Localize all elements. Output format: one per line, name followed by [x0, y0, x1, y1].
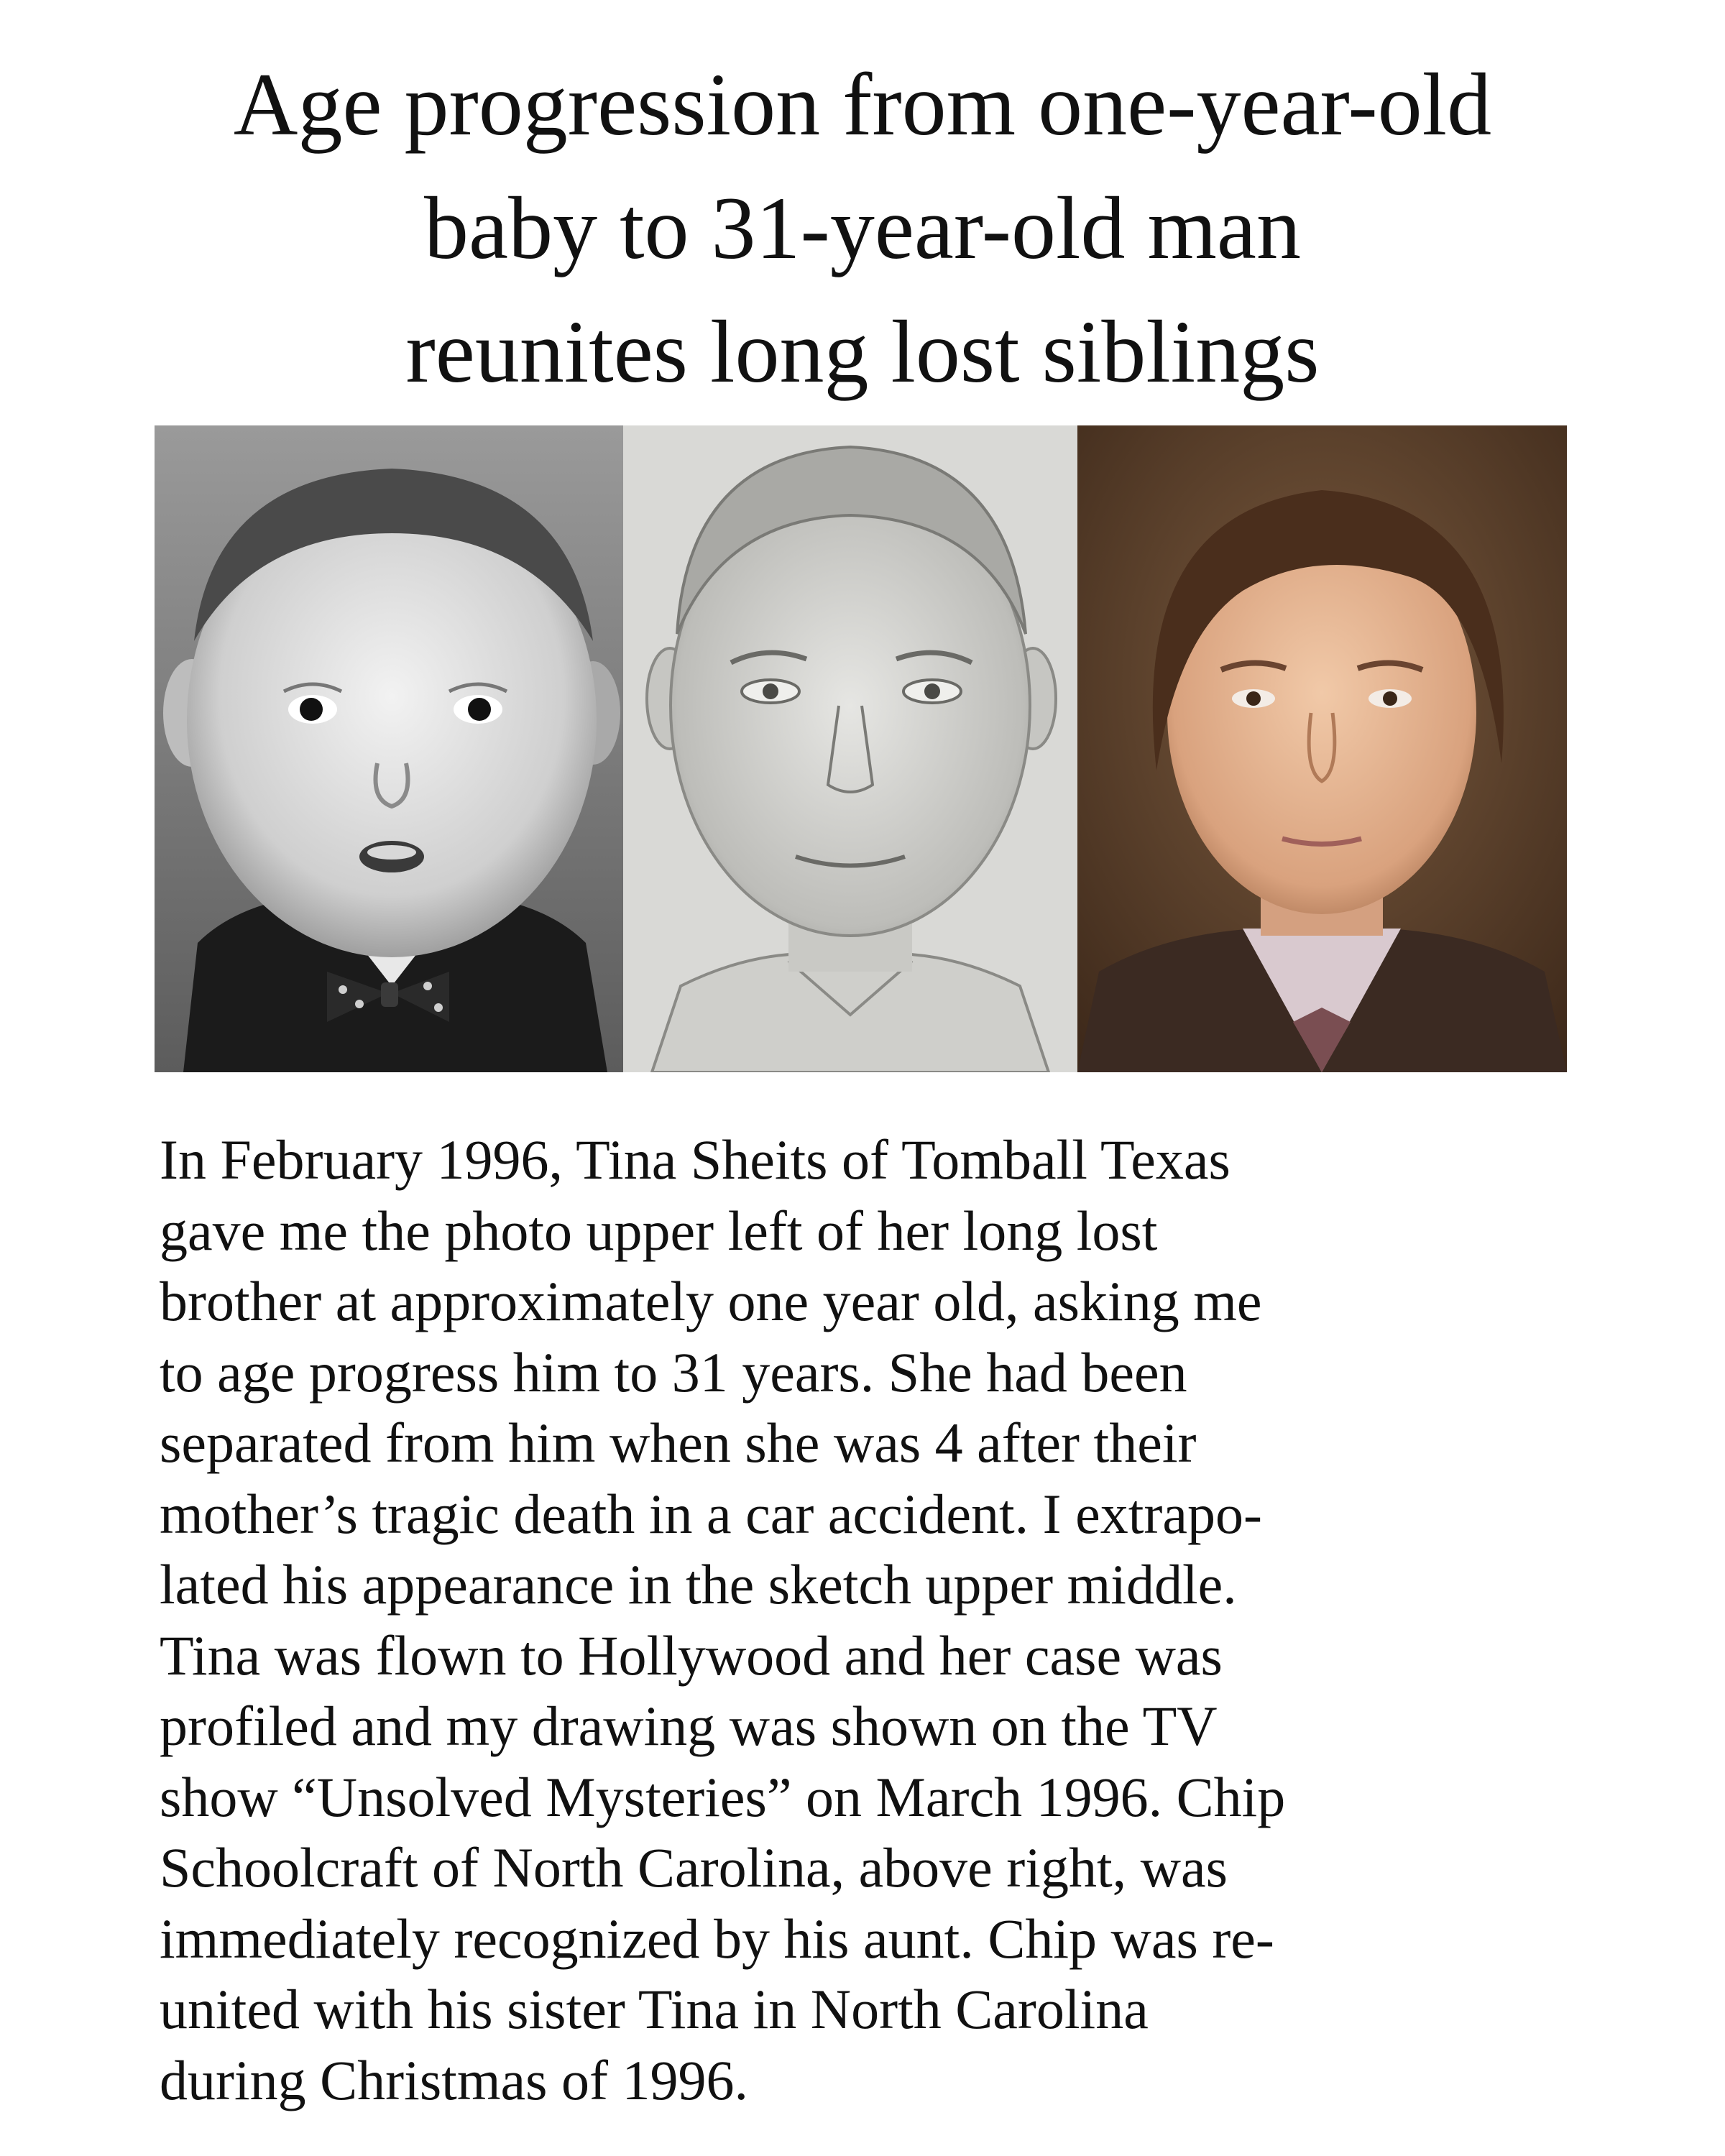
body-line: show “Unsolved Mysteries” on March 1996. Chip — [160, 1765, 1286, 1828]
body-line: Schoolcraft of North Carolina, above right, was — [160, 1836, 1228, 1899]
age-progression-sketch — [623, 425, 1077, 1072]
baby-photo-image — [155, 425, 623, 1072]
body-line: immediately recognized by his aunt. Chip was re- — [160, 1907, 1274, 1970]
sketch-image — [623, 425, 1077, 1072]
headline-line: Age progression from one-year-old — [233, 55, 1492, 154]
adult-photo-image — [1077, 425, 1567, 1072]
photo-strip — [155, 425, 1567, 1072]
body-line: Tina was flown to Hollywood and her case was — [160, 1623, 1223, 1687]
body-line: brother at approximately one year old, asking me — [160, 1270, 1262, 1332]
headline-line: reunites long lost siblings — [405, 303, 1320, 401]
body-line: during Christmas of 1996. — [160, 2048, 748, 2111]
baby-photo — [155, 425, 623, 1072]
body-line: gave me the photo upper left of her long lost — [160, 1199, 1158, 1262]
body-line: lated his appearance in the sketch upper middle. — [160, 1553, 1237, 1616]
body-line: to age progress him to 31 years. She had been — [160, 1340, 1187, 1404]
article-body — [160, 1125, 1568, 2116]
body-line: mother’s tragic death in a car accident. I extrapo- — [160, 1482, 1262, 1545]
body-line: separated from him when she was 4 after their — [160, 1411, 1197, 1474]
headline — [72, 43, 1653, 414]
adult-photo — [1077, 425, 1567, 1072]
headline-line: baby to 31-year-old man — [424, 179, 1301, 277]
body-line: united with his sister Tina in North Carolina — [160, 1978, 1149, 2040]
body-line: In February 1996, Tina Sheits of Tomball Texas — [160, 1128, 1230, 1191]
body-line: profiled and my drawing was shown on the TV — [160, 1695, 1218, 1757]
